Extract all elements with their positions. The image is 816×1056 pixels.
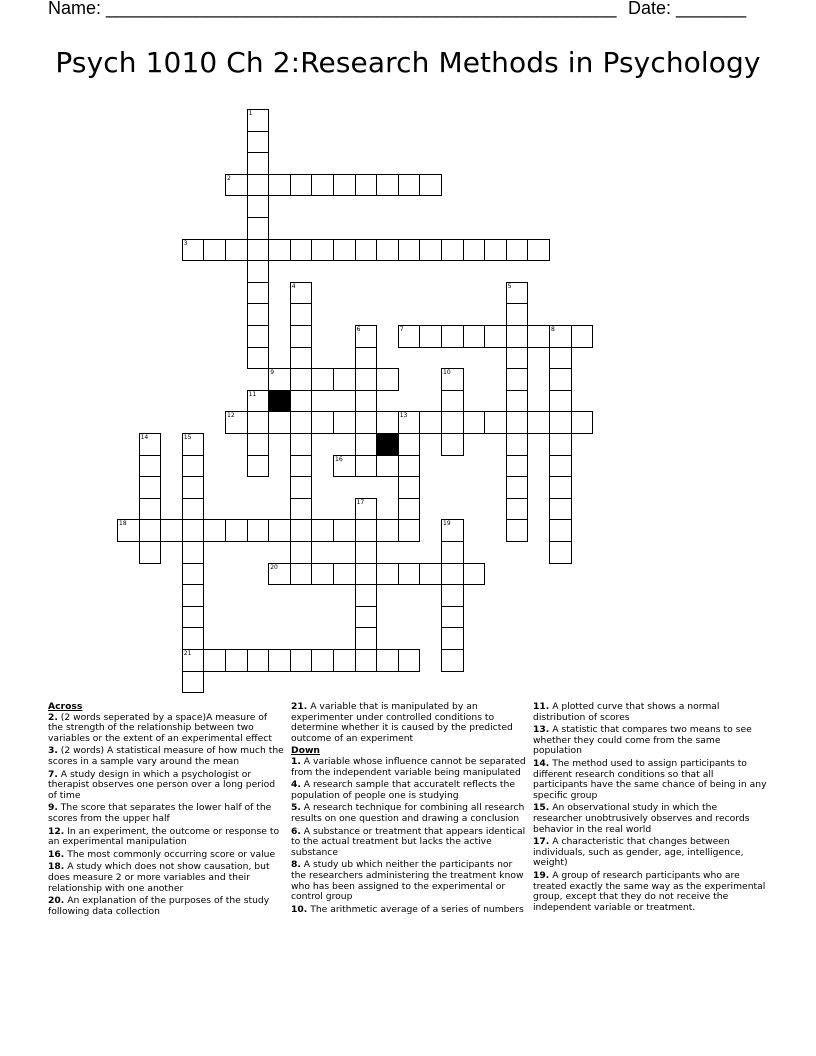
- grid-cell[interactable]: [247, 260, 270, 283]
- grid-cell[interactable]: [182, 563, 205, 586]
- grid-cell[interactable]: [225, 519, 248, 542]
- grid-cell[interactable]: [139, 433, 162, 456]
- grid-cell[interactable]: [311, 519, 334, 542]
- across-heading: Across: [48, 701, 83, 712]
- grid-cell[interactable]: [376, 455, 399, 478]
- clue-number: 3: [183, 239, 188, 247]
- grid-cell[interactable]: [571, 325, 594, 348]
- clue-number-label: 20.: [48, 895, 65, 907]
- grid-cell[interactable]: [268, 411, 291, 434]
- grid-cell[interactable]: [376, 174, 399, 197]
- grid-cell[interactable]: [463, 411, 486, 434]
- grid-cell[interactable]: [441, 584, 464, 607]
- grid-cell[interactable]: [160, 519, 183, 542]
- grid-cell[interactable]: [139, 455, 162, 478]
- grid-cell[interactable]: [290, 519, 313, 542]
- clue-text: A study design in which a psychologist or therapist observes one person over a long period of time: [48, 768, 276, 801]
- clue-number: 20: [270, 563, 278, 571]
- grid-cell[interactable]: [441, 433, 464, 456]
- grid-cell[interactable]: [247, 282, 270, 305]
- grid-cell[interactable]: [441, 325, 464, 348]
- clue-number: 7: [399, 326, 404, 333]
- grid-cell[interactable]: [506, 498, 529, 521]
- down-clue: [533, 803, 769, 835]
- clue-text: A research technique for combining all research results on one question and drawing a conclusion: [291, 802, 525, 824]
- grid-cell[interactable]: [398, 649, 421, 672]
- down-clue: [291, 860, 527, 902]
- clue-number: 14: [140, 434, 149, 441]
- clue-text: The most commonly occurring score or value: [64, 848, 276, 860]
- grid-cell[interactable]: [355, 498, 378, 521]
- grid-cell[interactable]: [333, 563, 356, 586]
- grid-cell[interactable]: [506, 347, 529, 370]
- clue-number: 19: [443, 520, 451, 528]
- grid-cell[interactable]: [333, 368, 356, 391]
- grid-cell[interactable]: [355, 649, 378, 672]
- grid-cell[interactable]: [506, 303, 529, 326]
- grid-cell[interactable]: [247, 174, 270, 197]
- across-clue: [48, 746, 284, 767]
- grid-cell[interactable]: [484, 411, 507, 434]
- clue-number-label: 4.: [291, 779, 301, 791]
- clue-number-label: 21.: [291, 701, 308, 712]
- grid-cell[interactable]: [527, 411, 550, 434]
- grid-cell[interactable]: [376, 649, 399, 672]
- grid-cell[interactable]: [419, 325, 442, 348]
- clue-text: A variable whose influence cannot be separated from the independent variable being manipulated: [291, 755, 526, 778]
- grid-cell[interactable]: [182, 584, 205, 607]
- clue-number-label: 1.: [291, 755, 301, 767]
- grid-cell[interactable]: [225, 411, 248, 434]
- clue-text: (2 words) A statistical measure of how much the scores in a sample vary around the mean: [48, 745, 284, 767]
- grid-cell[interactable]: [117, 519, 140, 542]
- grid-cell[interactable]: [182, 476, 205, 499]
- grid-cell[interactable]: [247, 152, 270, 175]
- grid-cell[interactable]: [441, 563, 464, 586]
- grid-cell[interactable]: [376, 519, 399, 542]
- grid-cell[interactable]: [441, 541, 464, 564]
- grid-cell[interactable]: [549, 476, 572, 499]
- clue-text: In an experiment, the outcome or response to an experimental manipulation: [48, 825, 280, 848]
- grid-cell[interactable]: [398, 174, 421, 197]
- grid-cell[interactable]: [506, 455, 529, 478]
- across-clue: [48, 770, 284, 802]
- grid-cell[interactable]: [333, 239, 356, 262]
- clue-number-label: 10.: [291, 903, 308, 915]
- grid-cell[interactable]: [463, 563, 486, 586]
- grid-cell[interactable]: [268, 519, 291, 542]
- grid-cell[interactable]: [290, 347, 313, 370]
- grid-cell[interactable]: [355, 455, 378, 478]
- clue-text: A variable that is manipulated by an experimenter under controlled conditions to determine whether it is caused by the predicted outcome of an experiment: [291, 701, 513, 744]
- grid-cell[interactable]: [355, 411, 378, 434]
- grid-cell[interactable]: [247, 303, 270, 326]
- across-clue: [48, 896, 284, 917]
- grid-cell[interactable]: [355, 433, 378, 456]
- grid-cell[interactable]: [139, 541, 162, 564]
- grid-cell[interactable]: [182, 455, 205, 478]
- grid-cell[interactable]: [549, 325, 572, 348]
- clue-number: 18: [119, 520, 127, 528]
- grid-cell[interactable]: [182, 627, 205, 650]
- grid-cell[interactable]: [139, 519, 162, 542]
- grid-cell[interactable]: [506, 325, 529, 348]
- grid-cell[interactable]: [311, 174, 334, 197]
- grid-cell[interactable]: [268, 563, 291, 586]
- grid-cell[interactable]: [355, 368, 378, 391]
- grid-cell[interactable]: [247, 411, 270, 434]
- grid-cell[interactable]: [311, 411, 334, 434]
- down-clue: [291, 780, 527, 801]
- grid-cell[interactable]: [549, 519, 572, 542]
- grid-cell[interactable]: [290, 455, 313, 478]
- clues-column-2: [291, 702, 527, 917]
- grid-cell[interactable]: [398, 455, 421, 478]
- grid-cell[interactable]: [311, 563, 334, 586]
- grid-cell[interactable]: [355, 239, 378, 262]
- clue-text: (2 words seperated by a space)A measure of the strength of the relationship between two variables or the extent of an experimental effect: [48, 711, 272, 744]
- grid-cell[interactable]: [247, 195, 270, 218]
- grid-cell[interactable]: [549, 390, 572, 413]
- down-clue: [291, 757, 527, 778]
- grid-cell[interactable]: [182, 671, 205, 694]
- grid-cell[interactable]: [225, 174, 248, 197]
- shaded-cell: [376, 433, 399, 456]
- grid-cell[interactable]: [203, 239, 226, 262]
- clue-number-label: 12.: [48, 825, 65, 837]
- clue-number: 11: [248, 390, 257, 398]
- grid-cell[interactable]: [506, 476, 529, 499]
- across-clue: [48, 713, 284, 745]
- clue-text: A statistic that compares two means to see whether they could come from the same population: [533, 724, 752, 757]
- grid-cell[interactable]: [506, 433, 529, 456]
- grid-cell[interactable]: [182, 649, 205, 672]
- grid-cell[interactable]: [398, 325, 421, 348]
- grid-cell[interactable]: [441, 239, 464, 262]
- grid-cell[interactable]: [182, 239, 205, 262]
- grid-cell[interactable]: [398, 519, 421, 542]
- grid-cell[interactable]: [290, 325, 313, 348]
- grid-cell[interactable]: [419, 411, 442, 434]
- grid-cell[interactable]: [549, 411, 572, 434]
- clue-number-label: 19.: [533, 869, 550, 881]
- grid-cell[interactable]: [355, 325, 378, 348]
- clue-number: 17: [356, 498, 365, 506]
- clues-column-1: [48, 702, 284, 919]
- grid-cell[interactable]: [398, 476, 421, 499]
- clue-text: The arithmetic average of a series of numbers: [307, 903, 524, 915]
- grid-cell[interactable]: [139, 476, 162, 499]
- grid-cell[interactable]: [311, 239, 334, 262]
- grid-cell[interactable]: [549, 498, 572, 521]
- down-clue: [533, 725, 769, 757]
- grid-cell[interactable]: [484, 325, 507, 348]
- grid-cell[interactable]: [290, 303, 313, 326]
- grid-cell[interactable]: [355, 390, 378, 413]
- grid-cell[interactable]: [549, 368, 572, 391]
- grid-cell[interactable]: [247, 347, 270, 370]
- grid-cell[interactable]: [506, 282, 529, 305]
- clue-number-label: 13.: [533, 724, 550, 736]
- grid-cell[interactable]: [419, 563, 442, 586]
- clue-number-label: 9.: [48, 802, 58, 814]
- across-clue: [48, 850, 284, 861]
- grid-cell[interactable]: [463, 239, 486, 262]
- across-clue: [48, 827, 284, 848]
- grid-cell[interactable]: [290, 390, 313, 413]
- grid-cell[interactable]: [268, 174, 291, 197]
- grid-cell[interactable]: [463, 325, 486, 348]
- clue-number-label: 14.: [533, 757, 550, 769]
- down-heading: Down: [291, 745, 320, 757]
- grid-cell[interactable]: [203, 649, 226, 672]
- grid-cell[interactable]: [527, 239, 550, 262]
- grid-cell[interactable]: [247, 455, 270, 478]
- grid-cell[interactable]: [355, 584, 378, 607]
- clue-number-label: 18.: [48, 861, 65, 873]
- grid-cell[interactable]: [182, 498, 205, 521]
- grid-cell[interactable]: [290, 433, 313, 456]
- grid-cell[interactable]: [247, 239, 270, 262]
- grid-cell[interactable]: [247, 217, 270, 240]
- across-clue: [48, 862, 284, 894]
- clue-number-label: 11.: [533, 701, 550, 712]
- clue-text: The method used to assign participants to different research conditions so that all participants have the same chance of being in any specific group: [533, 757, 767, 801]
- grid-cell[interactable]: [506, 411, 529, 434]
- grid-cell[interactable]: [333, 455, 356, 478]
- grid-cell[interactable]: [506, 390, 529, 413]
- clue-number-label: 3.: [48, 745, 58, 757]
- grid-cell[interactable]: [441, 649, 464, 672]
- grid-cell[interactable]: [290, 541, 313, 564]
- clue-number-label: 7.: [48, 768, 58, 780]
- clue-text: A substance or treatment that appears identical to the actual treatment but lacks the active substance: [291, 825, 526, 858]
- grid-cell[interactable]: [398, 411, 421, 434]
- grid-cell[interactable]: [290, 649, 313, 672]
- clue-text: A group of research participants who are treated exactly the same way as the experimental group, except that they do not receive the independent variable or treatment.: [533, 869, 766, 913]
- grid-cell[interactable]: [247, 325, 270, 348]
- grid-cell[interactable]: [355, 627, 378, 650]
- clue-text: A study which does not show causation, but does measure 2 or more variables and their relationship with one another: [48, 861, 270, 894]
- grid-cell[interactable]: [290, 411, 313, 434]
- grid-cell[interactable]: [376, 368, 399, 391]
- grid-cell[interactable]: [419, 239, 442, 262]
- grid-cell[interactable]: [290, 174, 313, 197]
- across-clue: [291, 702, 527, 744]
- clue-number: 15: [183, 434, 192, 441]
- clue-text: A plotted curve that shows a normal distribution of scores: [533, 701, 720, 723]
- clue-number: 4: [291, 282, 296, 290]
- clue-number: 6: [356, 326, 361, 333]
- grid-cell[interactable]: [441, 390, 464, 413]
- down-clue: [533, 837, 769, 869]
- name-line: Name: ___________________________________________________: [48, 0, 617, 18]
- grid-cell[interactable]: [290, 563, 313, 586]
- clue-number: 13: [399, 412, 408, 420]
- grid-cell[interactable]: [549, 347, 572, 370]
- clue-number-label: 16.: [48, 848, 65, 860]
- grid-cell[interactable]: [203, 519, 226, 542]
- grid-cell[interactable]: [355, 519, 378, 542]
- grid-cell[interactable]: [225, 649, 248, 672]
- across-clue: [48, 803, 284, 824]
- grid-cell[interactable]: [398, 563, 421, 586]
- grid-cell[interactable]: [376, 563, 399, 586]
- grid-cell[interactable]: [268, 239, 291, 262]
- down-clue: [291, 827, 527, 859]
- shaded-cell: [268, 390, 291, 413]
- grid-cell[interactable]: [268, 649, 291, 672]
- grid-cell[interactable]: [376, 239, 399, 262]
- clue-text: A study ub which neither the participants nor the researchers administering the treatment know who has been assigned to the experimental or control group: [291, 859, 524, 903]
- down-clue: [533, 702, 769, 723]
- grid-cell[interactable]: [441, 606, 464, 629]
- clue-number-label: 17.: [533, 836, 550, 848]
- grid-cell[interactable]: [225, 239, 248, 262]
- grid-cell[interactable]: [182, 433, 205, 456]
- clue-number: 8: [551, 326, 555, 333]
- grid-cell[interactable]: [506, 368, 529, 391]
- grid-cell[interactable]: [290, 239, 313, 262]
- grid-cell[interactable]: [333, 411, 356, 434]
- grid-cell[interactable]: [290, 282, 313, 305]
- grid-cell[interactable]: [355, 541, 378, 564]
- grid-cell[interactable]: [398, 433, 421, 456]
- clue-number-label: 15.: [533, 802, 550, 814]
- grid-cell[interactable]: [311, 368, 334, 391]
- clue-text: A characteristic that changes between individuals, such as gender, age, intelligence, weight): [533, 836, 744, 869]
- down-clue: [291, 905, 527, 916]
- grid-cell[interactable]: [484, 239, 507, 262]
- grid-cell[interactable]: [182, 541, 205, 564]
- grid-cell[interactable]: [398, 239, 421, 262]
- grid-cell[interactable]: [333, 519, 356, 542]
- grid-cell[interactable]: [376, 411, 399, 434]
- clue-number: 16: [335, 455, 343, 463]
- grid-cell[interactable]: [247, 109, 270, 132]
- down-clue: [533, 759, 769, 801]
- clue-number-label: 5.: [291, 802, 301, 814]
- clue-number: 10: [443, 369, 451, 377]
- clue-text: An explanation of the purposes of the study following data collection: [48, 895, 270, 917]
- grid-cell[interactable]: [527, 325, 550, 348]
- grid-cell[interactable]: [290, 498, 313, 521]
- grid-cell[interactable]: [571, 411, 594, 434]
- grid-cell[interactable]: [398, 498, 421, 521]
- clue-text: The score that separates the lower half of the scores from the upper half: [48, 802, 272, 824]
- page-title: Psych 1010 Ch 2:Research Methods in Psychology: [55, 46, 761, 79]
- clue-text: A research sample that accuratelt reflects the population of people one is studying: [291, 779, 515, 801]
- clue-number: 12: [227, 412, 235, 420]
- clues-column-3: [533, 702, 769, 915]
- clue-number-label: 6.: [291, 825, 301, 837]
- grid-cell[interactable]: [506, 519, 529, 542]
- clue-number-label: 8.: [291, 859, 301, 871]
- down-clue: [533, 871, 769, 913]
- grid-cell[interactable]: [268, 368, 291, 391]
- grid-cell[interactable]: [355, 347, 378, 370]
- grid-cell[interactable]: [182, 519, 205, 542]
- grid-cell[interactable]: [549, 541, 572, 564]
- clue-number: 1: [248, 110, 253, 117]
- grid-cell[interactable]: [247, 390, 270, 413]
- clue-number: 9: [270, 369, 275, 377]
- down-clue: [291, 803, 527, 824]
- grid-cell[interactable]: [506, 239, 529, 262]
- grid-cell[interactable]: [355, 174, 378, 197]
- grid-cell[interactable]: [247, 649, 270, 672]
- grid-cell[interactable]: [549, 455, 572, 478]
- grid-cell[interactable]: [549, 433, 572, 456]
- date-line: Date: _______: [628, 0, 747, 18]
- grid-cell[interactable]: [441, 411, 464, 434]
- grid-cell[interactable]: [441, 368, 464, 391]
- grid-cell[interactable]: [441, 519, 464, 542]
- clue-text: An observational study in which the researcher unobtrusively observes and records behavior in the real world: [533, 802, 750, 835]
- grid-cell[interactable]: [247, 433, 270, 456]
- clue-number-label: 2.: [48, 711, 58, 723]
- grid-cell[interactable]: [419, 174, 442, 197]
- grid-cell[interactable]: [333, 174, 356, 197]
- clue-number: 2: [227, 174, 231, 182]
- grid-cell[interactable]: [355, 606, 378, 629]
- grid-cell[interactable]: [182, 606, 205, 629]
- grid-cell[interactable]: [355, 563, 378, 586]
- grid-cell[interactable]: [139, 498, 162, 521]
- grid-cell[interactable]: [290, 368, 313, 391]
- grid-cell[interactable]: [290, 476, 313, 499]
- grid-cell[interactable]: [333, 649, 356, 672]
- clue-number: 21: [183, 650, 192, 657]
- grid-cell[interactable]: [311, 649, 334, 672]
- grid-cell[interactable]: [247, 519, 270, 542]
- grid-cell[interactable]: [441, 627, 464, 650]
- clue-number: 5: [507, 282, 512, 290]
- grid-cell[interactable]: [247, 131, 270, 154]
